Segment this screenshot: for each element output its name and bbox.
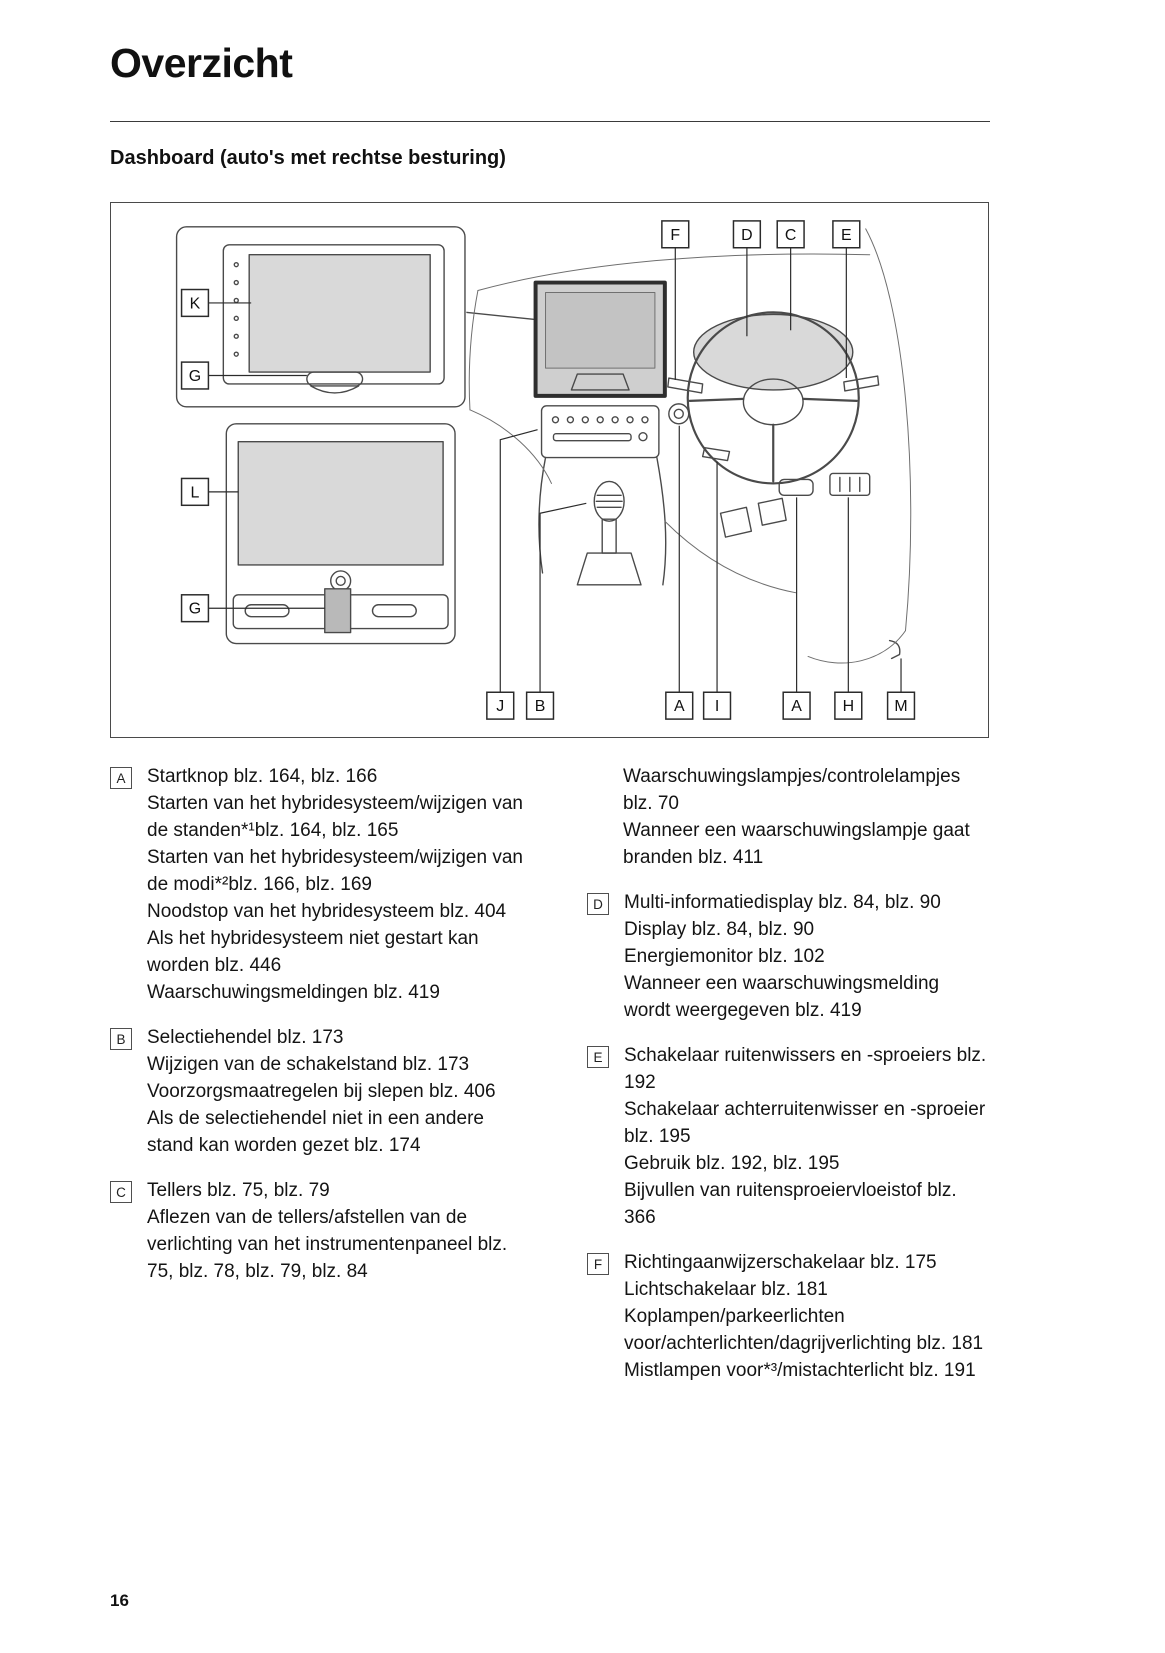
legend-item-d [587, 889, 990, 1024]
legend-item-f [587, 1249, 990, 1384]
legend-line: Wanneer een waarschuwingsmelding wordt weergegeven blz. 419 [624, 973, 940, 1022]
legend-line: Starten van het hybridesysteem/wijzigen van de modi*²blz. 166, blz. 169 [147, 847, 523, 896]
item-letter-badge: C [110, 1181, 132, 1203]
legend-column-left [110, 763, 530, 1402]
legend-line: Waarschuwingsmeldingen blz. 419 [147, 982, 440, 1004]
legend-line: Voorzorgsmaatregelen bij slepen blz. 406 [147, 1081, 496, 1103]
legend-item-c [110, 1177, 530, 1285]
legend-line: Starten van het hybridesysteem/wijzigen van de standen*¹blz. 164, blz. 165 [147, 793, 523, 842]
legend-line: Display blz. 84, blz. 90 [624, 919, 815, 941]
gear-shifter [539, 458, 666, 585]
legend-line: Tellers blz. 75, blz. 79 [147, 1180, 330, 1202]
callout-box-f [662, 221, 689, 248]
legend-line: Wanneer een waarschuwingslampje gaat branden blz. 411 [623, 820, 970, 869]
legend-line: Als het hybridesysteem niet gestart kan worden blz. 446 [147, 928, 479, 977]
callout-label: I [714, 698, 720, 716]
legend-item-b [110, 1024, 530, 1159]
item-letter-badge: B [110, 1028, 132, 1050]
legend-line: Noodstop van het hybridesysteem blz. 404 [147, 901, 507, 923]
legend-line: Waarschuwingslampjes/controlelampjes blz. 70 [623, 766, 961, 815]
callout-box-l [182, 478, 209, 505]
callout-box-k [182, 290, 209, 317]
callout-label: G [188, 368, 202, 386]
legend-line: Gebruik blz. 192, blz. 195 [624, 1153, 840, 1175]
callout-label: E [841, 226, 852, 244]
callout-box-c [777, 221, 804, 248]
title-divider [110, 121, 990, 122]
dashboard-diagram-svg [111, 203, 988, 737]
legend-line: Richtingaanwijzerschakelaar blz. 175 [624, 1252, 937, 1274]
item-letter-badge: A [110, 767, 132, 789]
callout-label: C [784, 226, 797, 244]
callout-label: K [189, 295, 201, 313]
callout-box-e [833, 221, 860, 248]
legend-item-text [147, 763, 530, 1006]
pedals [721, 498, 787, 537]
dashboard-line-art [177, 227, 911, 663]
legend-item-text [624, 889, 990, 1024]
callout-box-d [733, 221, 760, 248]
center-display [536, 283, 665, 396]
callout-label: G [188, 600, 202, 618]
legend-line: Mistlampen voor*³/mistachterlicht blz. 191 [624, 1360, 976, 1382]
legend-column-right [587, 763, 990, 1402]
callout-label: B [534, 698, 546, 716]
legend-line: Schakelaar achterruitenwisser en -sproeier blz. 195 [624, 1099, 986, 1148]
callout-label: M [894, 698, 908, 716]
audio-panel [542, 406, 659, 458]
legend-item-text [624, 1249, 990, 1384]
legend-item-text [624, 1042, 990, 1231]
dashboard-diagram [110, 202, 989, 738]
callout-box-j [487, 692, 514, 719]
legend-item-text [147, 1177, 530, 1285]
callout-box-m [888, 692, 915, 719]
section-subtitle: Dashboard (auto's met rechtse besturing) [110, 147, 506, 170]
item-letter-badge: D [587, 893, 609, 915]
legend-line: Aflezen van de tellers/afstellen van de verlichting van het instrumentenpaneel blz. 75, blz. 78, blz. 79, blz. 84 [147, 1207, 508, 1283]
callout-box-a2 [783, 692, 810, 719]
legend-item-c-continued [623, 763, 990, 871]
legend-item-e [587, 1042, 990, 1231]
legend-line: Koplampen/parkeerlichten voor/achterlichten/dagrijverlichting blz. 181 [624, 1306, 984, 1355]
callout-label: D [741, 226, 753, 244]
callout-box-h [835, 692, 862, 719]
legend-line: Multi-informatiedisplay blz. 84, blz. 90 [624, 892, 941, 914]
callout-box-b [527, 692, 554, 719]
legend [110, 763, 990, 1402]
legend-line: Energiemonitor blz. 102 [624, 946, 825, 968]
callout-box-g-lower [182, 595, 209, 622]
callout-label: L [190, 484, 200, 502]
legend-line: Lichtschakelaar blz. 181 [624, 1279, 828, 1301]
legend-line: Startknop blz. 164, blz. 166 [147, 766, 378, 788]
callout-box-g-upper [182, 362, 209, 389]
audio-display-unit [177, 227, 534, 407]
legend-item-a [110, 763, 530, 1006]
callout-box-a1 [666, 692, 693, 719]
page-number: 16 [110, 1591, 129, 1610]
heater-control-unit [226, 424, 455, 644]
item-letter-badge: F [587, 1253, 609, 1275]
legend-line: Schakelaar ruitenwissers en -sproeiers blz. 192 [624, 1045, 987, 1094]
legend-line: Wijzigen van de schakelstand blz. 173 [147, 1054, 470, 1076]
legend-item-text [623, 763, 990, 871]
callout-label: A [673, 698, 685, 716]
callout-box-i [704, 692, 731, 719]
callout-label: F [670, 226, 681, 244]
callout-label: A [791, 698, 802, 716]
legend-line: Selectiehendel blz. 173 [147, 1027, 344, 1049]
legend-item-text [147, 1024, 530, 1159]
legend-line: Als de selectiehendel niet in een andere stand kan worden gezet blz. 174 [147, 1108, 484, 1157]
item-letter-badge: E [587, 1046, 609, 1068]
page-title: Overzicht [110, 40, 293, 86]
callout-label: J [496, 698, 505, 716]
callout-label: H [842, 698, 855, 716]
legend-line: Bijvullen van ruitensproeiervloeistof blz. 366 [624, 1180, 957, 1229]
start-button [669, 404, 689, 424]
switch-panel [830, 474, 870, 496]
